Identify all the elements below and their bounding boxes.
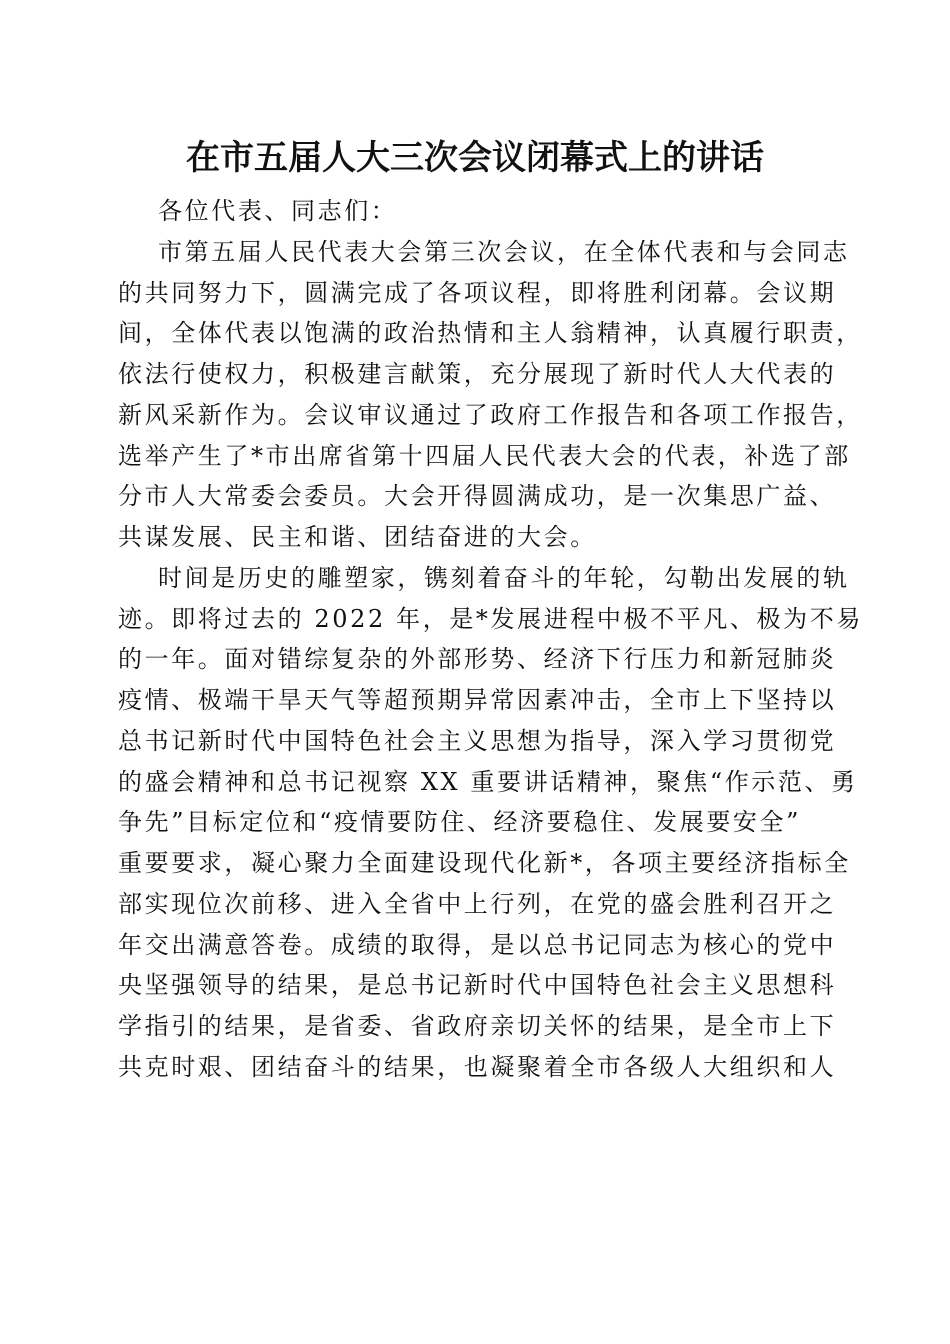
body-line: 学指引的结果，是省委、省政府亲切关怀的结果，是全市上下 [118,1012,837,1040]
body-line: 共谋发展、民主和谐、团结奋进的大会。 [118,523,597,551]
body-line: 选举产生了*市出席省第十四届人民代表大会的代表，补选了部 [118,441,851,470]
document-body [118,191,863,1088]
body-line: 分市人大常委会委员。大会开得圆满成功，是一次集思广益、 [118,482,837,511]
body-line: 央坚强领导的结果，是总书记新时代中国特色社会主义思想科 [118,971,837,1000]
body-line: 各位代表、同志们： [158,197,398,225]
body-line: 共克时艰、团结奋斗的结果，也凝聚着全市各级人大组织和人 [118,1052,837,1081]
body-line: 疫情、极端干旱天气等超预期异常因素冲击，全市上下坚持以 [118,686,837,714]
body-line: 的共同努力下，圆满完成了各项议程，即将胜利闭幕。会议期 [118,278,837,307]
document-title: 在市五届人大三次会议闭幕式上的讲话 [186,138,764,178]
body-line: 迹。即将过去的 2022 年，是*发展进程中极不平凡、极为不易 [118,604,863,633]
body-line: 新风采新作为。会议审议通过了政府工作报告和各项工作报告， [118,400,863,429]
body-line: 总书记新时代中国特色社会主义思想为指导，深入学习贯彻党 [118,726,837,755]
body-line: 争先”目标定位和“疫情要防住、经济要稳住、发展要安全” [118,808,802,837]
body-line: 间，全体代表以饱满的政治热情和主人翁精神，认真履行职责， [118,319,863,348]
body-line: 年交出满意答卷。成绩的取得，是以总书记同志为核心的党中 [118,930,837,959]
body-line: 市第五届人民代表大会第三次会议，在全体代表和与会同志 [158,237,850,266]
body-line: 部实现位次前移、进入全省中上行列，在党的盛会胜利召开之 [118,889,837,918]
body-line: 依法行使权力，积极建言献策，充分展现了新时代人大代表的 [118,360,837,388]
body-line: 的盛会精神和总书记视察 XX 重要讲话精神，聚焦“作示范、勇 [118,767,858,796]
body-line: 重要要求，凝心聚力全面建设现代化新*，各项主要经济指标全 [118,849,851,877]
body-line: 的一年。面对错综复杂的外部形势、经济下行压力和新冠肺炎 [118,645,837,674]
body-line: 时间是历史的雕塑家，镌刻着奋斗的年轮，勾勒出发展的轨 [158,563,850,592]
